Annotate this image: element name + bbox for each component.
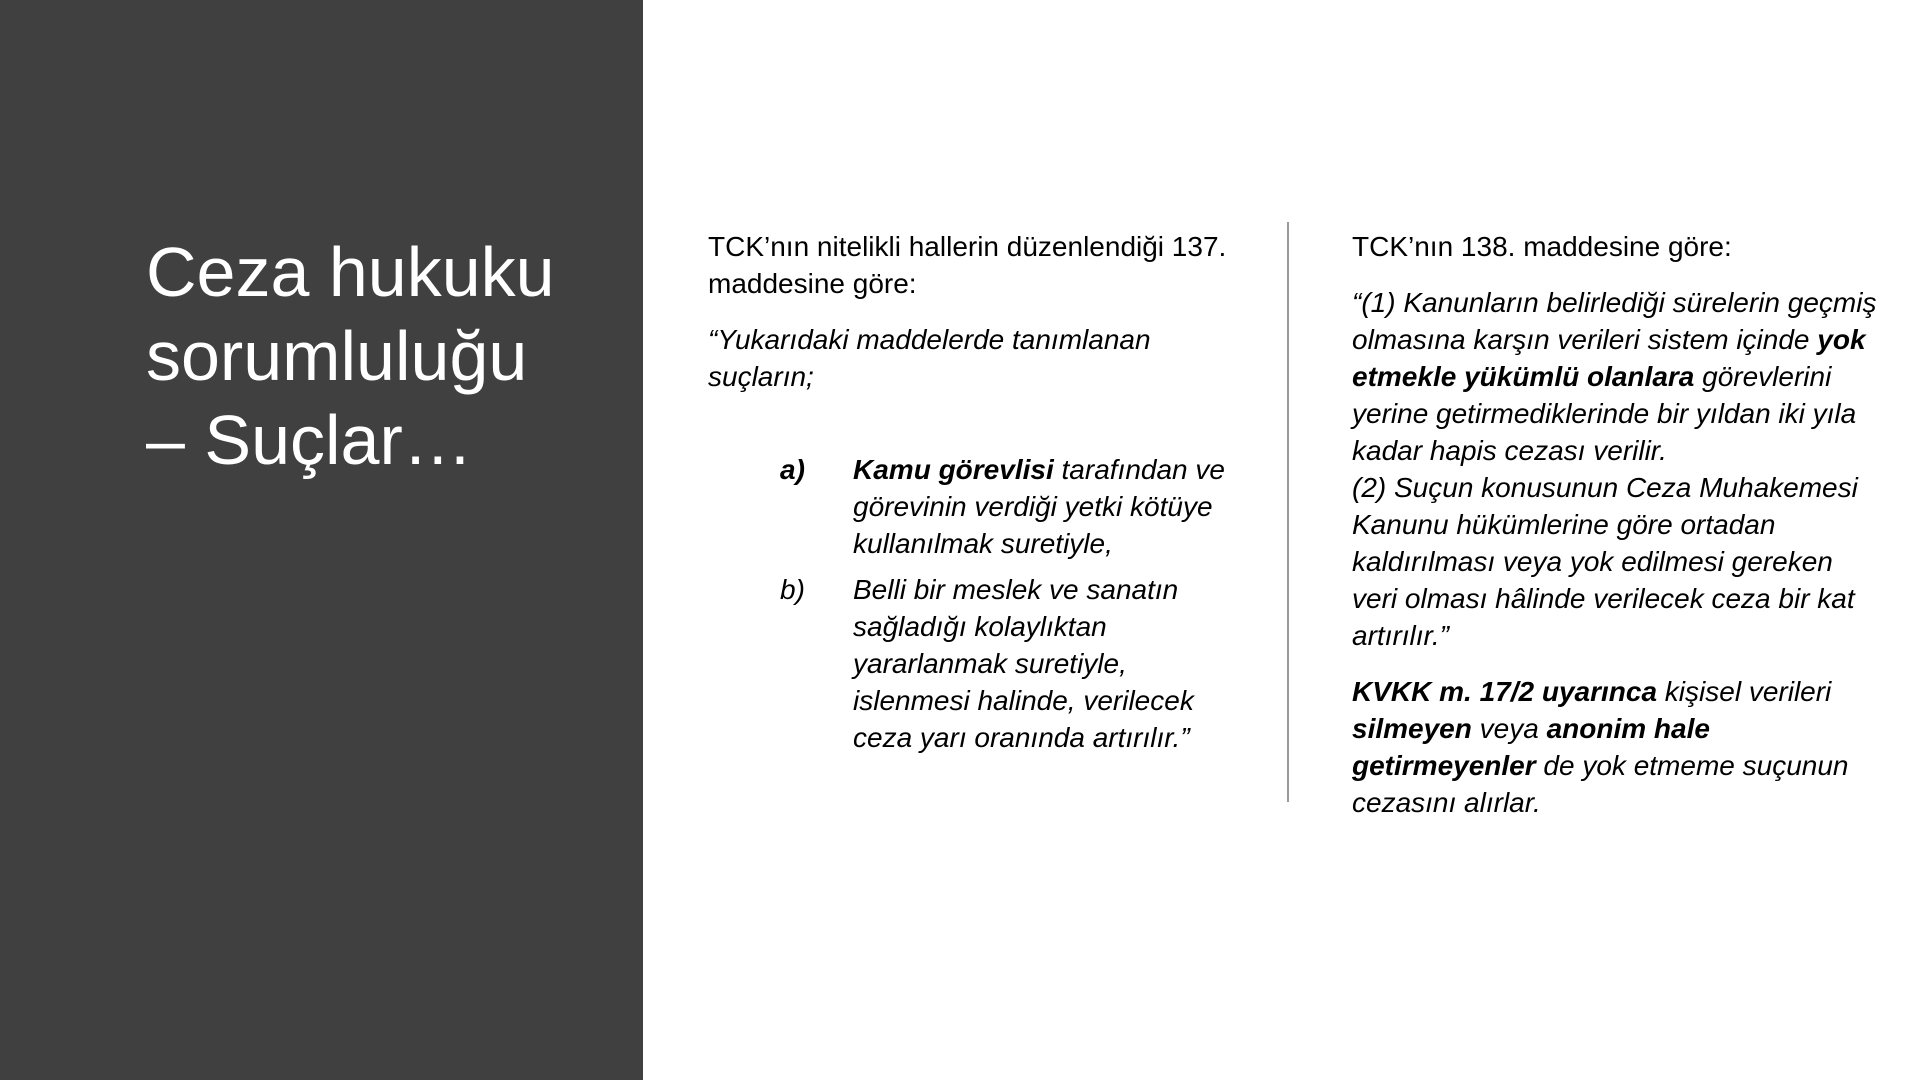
kvkk-text-1: kişisel verileri (1657, 676, 1832, 707)
list-item-b-text: Belli bir meslek ve sanatın sağladığı kolaylıktan yararlanmak suretiyle, islenmesi halinde, verilecek ceza yarı oranında artırılır.” (853, 574, 1194, 753)
tck-138-quote-bold: yok etmekle yükümlü olanlara (1352, 324, 1866, 392)
list-marker-a: a) (780, 454, 805, 485)
content-column-left (708, 228, 1248, 756)
title-panel (0, 0, 643, 1080)
title-line-1: Ceza hukuku (146, 233, 555, 311)
tck-138-intro: TCK’nın 138. maddesine göre: (1352, 231, 1732, 262)
kvkk-bold-3: anonim hale getirmeyenler (1352, 713, 1710, 781)
kvkk-note (1352, 673, 1882, 821)
tck-137-quote: “Yukarıdaki maddelerde tanımlanan suçların; (708, 324, 1151, 392)
list-item (708, 571, 1248, 756)
tck-138-quote-2: (2) Suçun konusunun Ceza Muhakemesi Kanunu hükümlerine göre ortadan kaldırılması veya yok edilmesi gereken veri olması hâlinde verilecek ceza bir kat artırılır.” (1352, 472, 1858, 651)
content-column-right (1352, 228, 1882, 821)
tck-137-list (708, 451, 1248, 756)
list-item-a-text: tarafından ve görevinin verdiği yetki kötüye kullanılmak suretiyle, (853, 454, 1225, 559)
kvkk-text-3: de yok etmeme suçunun cezasını alırlar. (1352, 750, 1849, 818)
title-line-3: – Suçlar… (146, 401, 473, 479)
list-marker-b: b) (780, 574, 805, 605)
list-item (708, 451, 1248, 562)
kvkk-bold-1: KVKK m. 17/2 uyarınca (1352, 676, 1658, 707)
tck-138-quote-part-1: “(1) Kanunların belirlediği sürelerin geçmiş olmasına karşın verileri sistem içinde (1352, 287, 1877, 355)
tck-138-quote-part-2: görevlerini yerine getirmediklerinde bir yıldan iki yıla kadar hapis cezası verilir. (1352, 361, 1857, 466)
kvkk-bold-2: silmeyen (1352, 713, 1472, 744)
title-line-2: sorumluluğu (146, 317, 528, 395)
tck-138-quote (1352, 284, 1882, 469)
list-item-a-bold: Kamu görevlisi (853, 454, 1054, 485)
column-divider (1287, 222, 1289, 802)
slide-title (146, 230, 616, 482)
tck-137-intro: TCK’nın nitelikli hallerin düzenlendiği 137. maddesine göre: (708, 231, 1227, 299)
kvkk-text-2: veya (1471, 713, 1547, 744)
